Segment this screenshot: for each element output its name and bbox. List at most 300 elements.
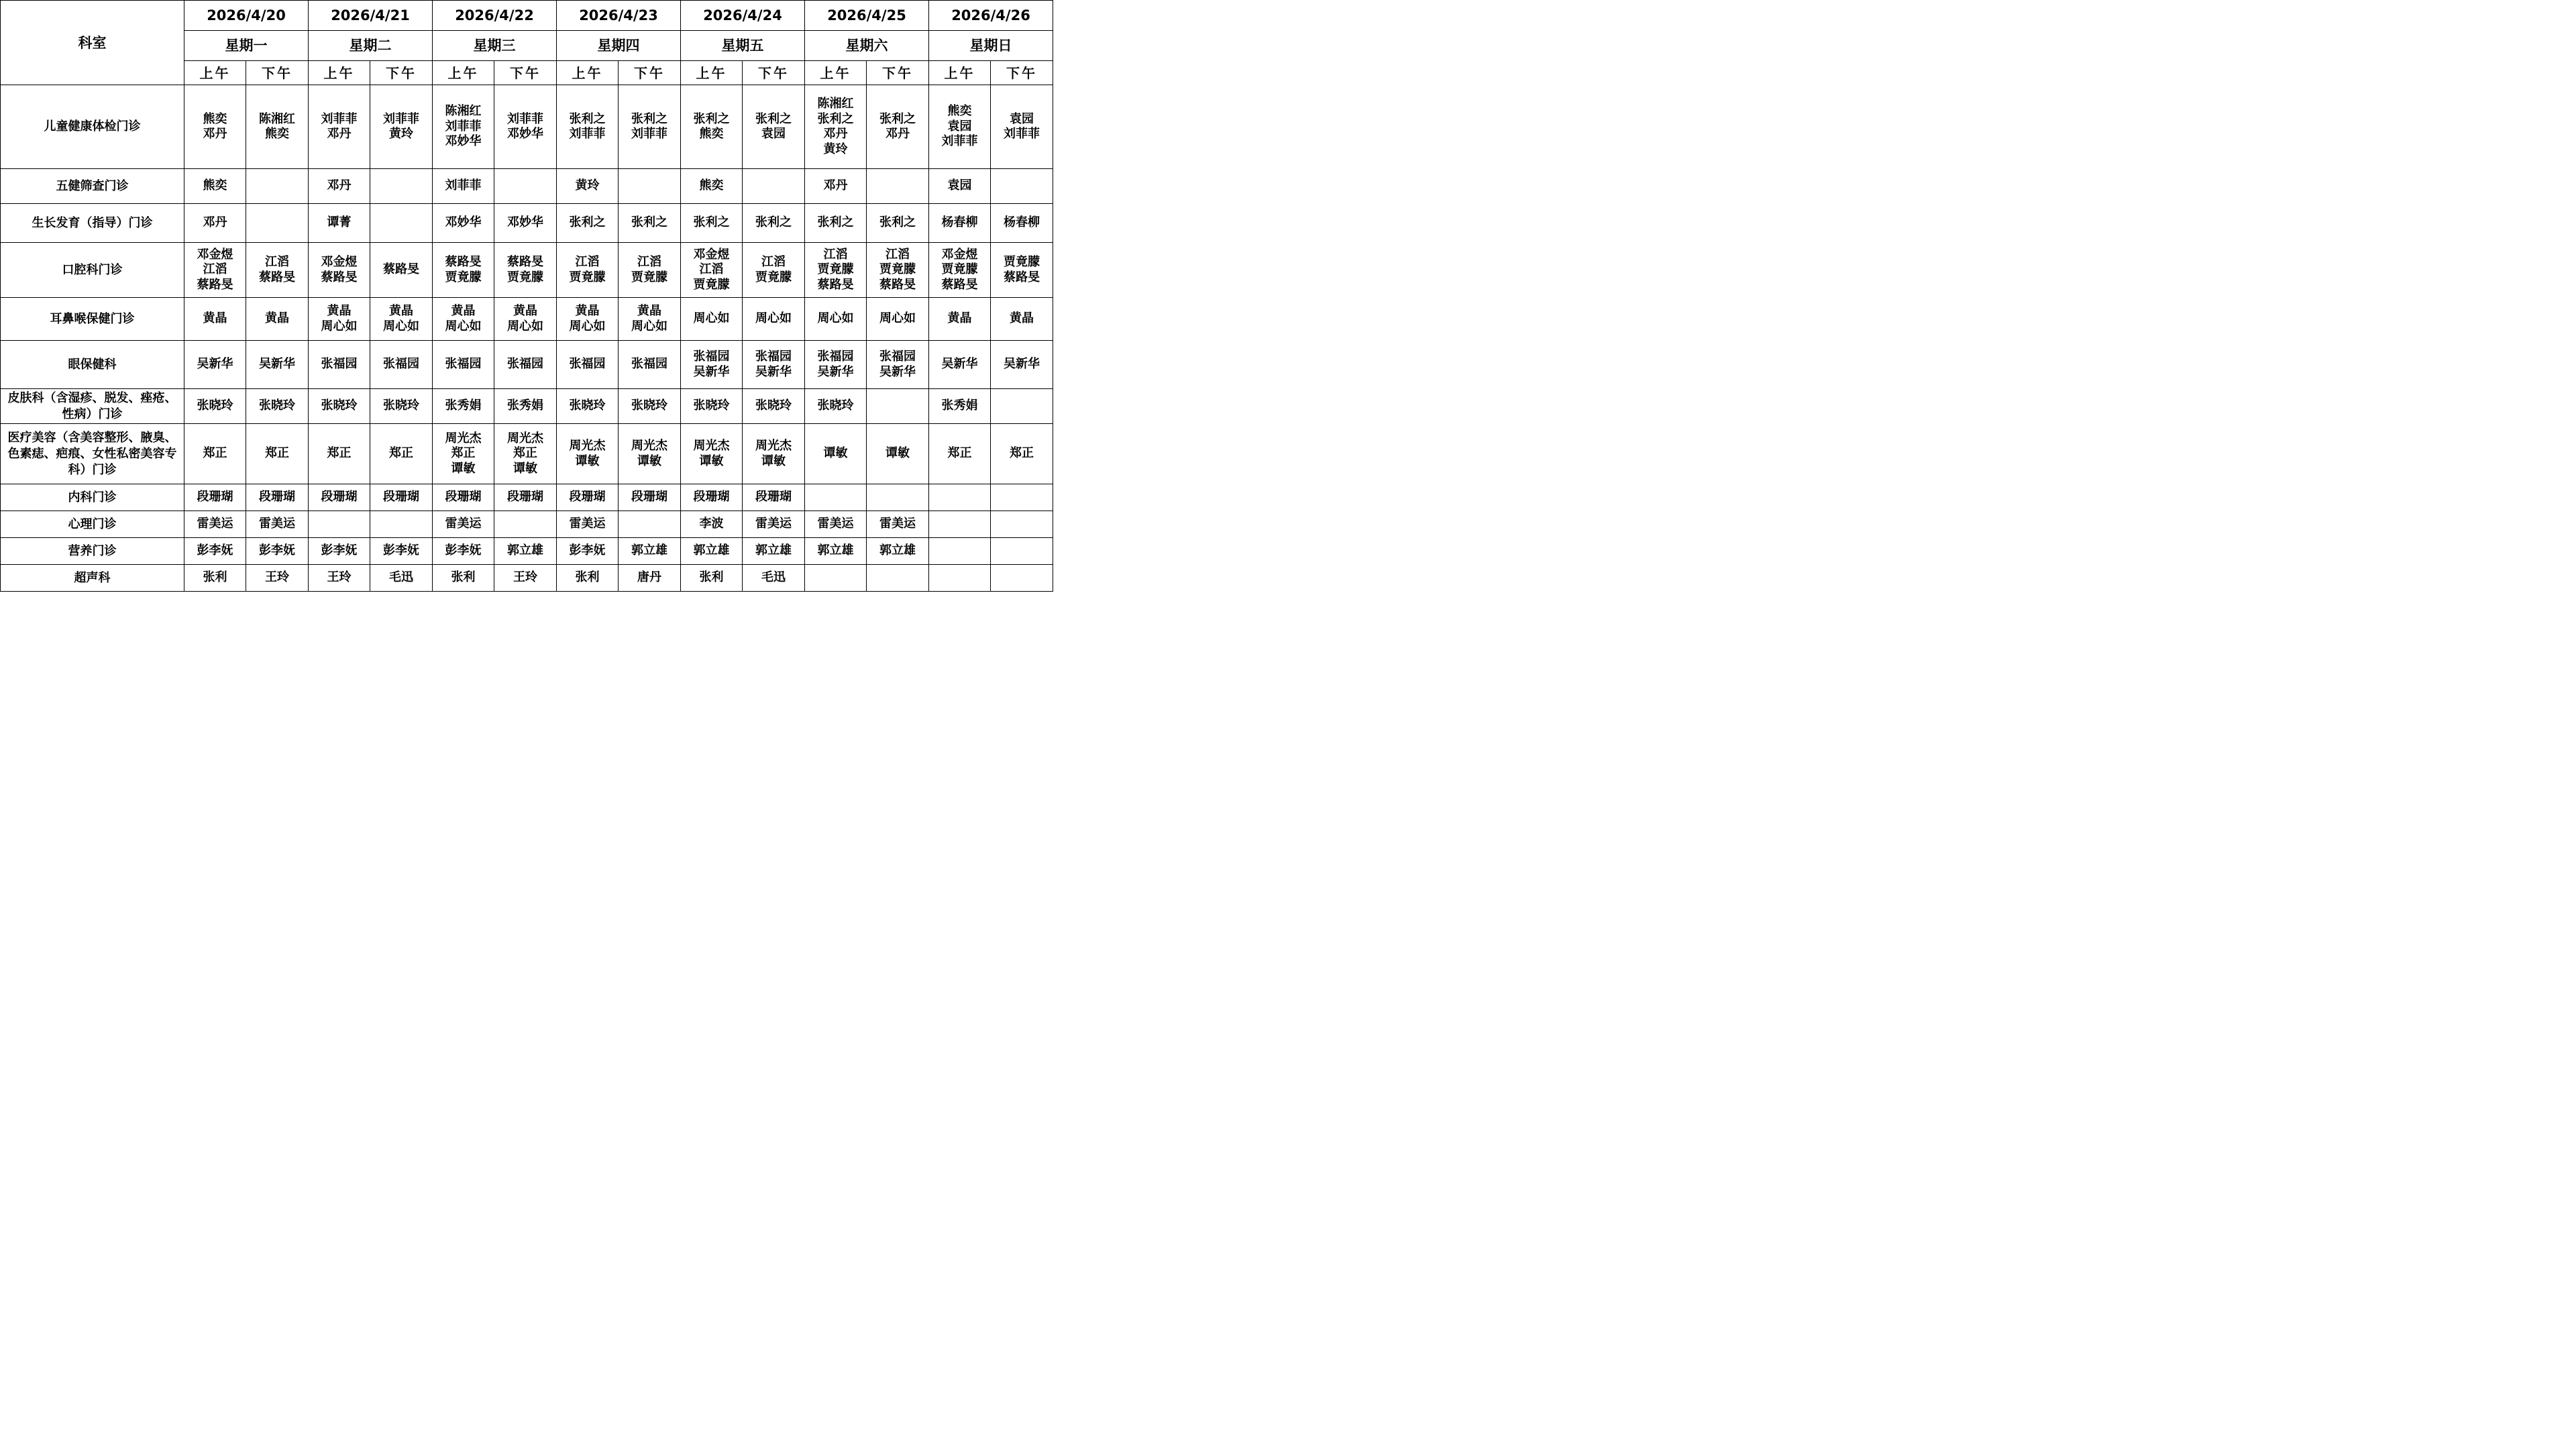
- schedule-cell: [494, 565, 557, 592]
- doctor-name: 邓妙华: [507, 127, 543, 141]
- doctor-name: 蔡路旻: [321, 270, 358, 284]
- schedule-cell: [929, 424, 991, 484]
- schedule-cell: [867, 341, 929, 389]
- doctor-name: 蔡路旻: [817, 277, 854, 292]
- doctor-name: 彭李妩: [445, 543, 482, 558]
- schedule-cell: [743, 243, 805, 298]
- schedule-cell: [681, 511, 743, 538]
- am-header: 上午: [309, 61, 370, 85]
- doctor-name: 邓丹: [203, 215, 227, 230]
- schedule-cell: [246, 424, 309, 484]
- doctor-name: 张利之: [879, 215, 916, 230]
- schedule-cell: [246, 389, 309, 424]
- doctor-name: 郑正: [513, 446, 537, 461]
- schedule-cell: [619, 341, 681, 389]
- schedule-cell: [743, 424, 805, 484]
- doctor-name: 袁园: [1010, 111, 1034, 126]
- schedule-cell: [309, 341, 370, 389]
- doctor-name: 张晓玲: [817, 398, 854, 413]
- doctor-name: 贾竟朦: [631, 270, 667, 284]
- doctor-name: 邓金煜: [941, 247, 978, 262]
- table-row: [1, 424, 1053, 484]
- doctor-name: 江滔: [637, 255, 661, 269]
- schedule-cell: [619, 484, 681, 511]
- schedule-cell: [433, 424, 494, 484]
- doctor-name: 彭李妩: [383, 543, 419, 558]
- doctor-name: 张福园: [631, 357, 667, 372]
- schedule-cell: [433, 538, 494, 565]
- table-row: [1, 85, 1053, 169]
- doctor-name: 蔡路旻: [507, 255, 543, 269]
- schedule-cell: [681, 424, 743, 484]
- dept-name: 眼保健科: [1, 341, 184, 389]
- schedule-cell: [805, 424, 867, 484]
- date-header: 2026/4/20: [184, 1, 309, 31]
- pm-header: 下午: [743, 61, 805, 85]
- schedule-cell: [557, 85, 619, 169]
- doctor-name: 张利之: [755, 111, 792, 126]
- schedule-cell: [494, 424, 557, 484]
- schedule-cell: [370, 243, 433, 298]
- schedule-cell: [246, 565, 309, 592]
- doctor-name: 刘菲菲: [383, 111, 419, 126]
- schedule-cell: [433, 341, 494, 389]
- schedule-cell: [246, 243, 309, 298]
- doctor-name: 陈湘红: [259, 111, 295, 126]
- doctor-name: 熊奕: [947, 104, 972, 119]
- schedule-cell: [619, 538, 681, 565]
- doctor-name: 李波: [699, 517, 724, 531]
- schedule-cell: [370, 169, 433, 204]
- schedule-cell: [557, 243, 619, 298]
- doctor-name: 黄玲: [823, 142, 848, 156]
- doctor-name: 郭立雄: [507, 543, 543, 558]
- schedule-table: [0, 0, 1053, 592]
- schedule-cell: [557, 511, 619, 538]
- doctor-name: 黄晶: [947, 311, 972, 326]
- doctor-name: 张福园: [321, 357, 358, 372]
- doctor-name: 蔡路旻: [445, 255, 482, 269]
- table-row: [1, 243, 1053, 298]
- schedule-cell: [309, 565, 370, 592]
- doctor-name: 邓丹: [823, 178, 848, 193]
- doctor-name: 黄晶: [575, 304, 600, 318]
- schedule-cell: [184, 484, 246, 511]
- schedule-cell: [681, 565, 743, 592]
- schedule-cell: [619, 389, 681, 424]
- pm-header: 下午: [991, 61, 1053, 85]
- date-header: 2026/4/22: [433, 1, 557, 31]
- schedule-cell: [246, 538, 309, 565]
- doctor-name: 江滔: [265, 255, 289, 269]
- schedule-cell: [309, 243, 370, 298]
- doctor-name: 邓丹: [823, 127, 848, 141]
- doctor-name: 蔡路旻: [383, 262, 419, 277]
- doctor-name: 谭敏: [761, 453, 786, 468]
- doctor-name: 贾竟朦: [755, 270, 792, 284]
- doctor-name: 段珊瑚: [259, 490, 295, 504]
- schedule-cell: [184, 85, 246, 169]
- schedule-cell: [867, 565, 929, 592]
- dept-name: 超声科: [1, 565, 184, 592]
- schedule-cell: [991, 424, 1053, 484]
- schedule-cell: [619, 424, 681, 484]
- dept-name: 内科门诊: [1, 484, 184, 511]
- weekday-header: 星期五: [681, 31, 805, 61]
- schedule-cell: [991, 389, 1053, 424]
- doctor-name: 张晓玲: [383, 398, 419, 413]
- schedule-cell: [805, 484, 867, 511]
- schedule-cell: [805, 204, 867, 243]
- doctor-name: 贾竟朦: [507, 270, 543, 284]
- schedule-cell: [867, 511, 929, 538]
- am-header: 上午: [805, 61, 867, 85]
- pm-header: 下午: [494, 61, 557, 85]
- schedule-cell: [433, 204, 494, 243]
- schedule-cell: [929, 298, 991, 341]
- doctor-name: 段珊瑚: [507, 490, 543, 504]
- weekday-header: 星期六: [805, 31, 929, 61]
- schedule-cell: [991, 538, 1053, 565]
- doctor-name: 郑正: [451, 446, 476, 461]
- table-row: [1, 565, 1053, 592]
- schedule-cell: [370, 538, 433, 565]
- doctor-name: 雷美运: [755, 517, 792, 531]
- date-header: 2026/4/25: [805, 1, 929, 31]
- schedule-cell: [743, 298, 805, 341]
- doctor-name: 郑正: [203, 446, 227, 461]
- pm-header: 下午: [619, 61, 681, 85]
- doctor-name: 张利之: [693, 111, 730, 126]
- schedule-cell: [867, 298, 929, 341]
- doctor-name: 郑正: [265, 446, 289, 461]
- schedule-cell: [309, 204, 370, 243]
- schedule-cell: [991, 243, 1053, 298]
- schedule-cell: [184, 538, 246, 565]
- schedule-cell: [743, 204, 805, 243]
- date-header: 2026/4/26: [929, 1, 1053, 31]
- doctor-name: 黄晶: [451, 304, 476, 318]
- doctor-name: 张福园: [507, 357, 543, 372]
- doctor-name: 段珊瑚: [383, 490, 419, 504]
- doctor-name: 雷美运: [817, 517, 854, 531]
- schedule-cell: [309, 538, 370, 565]
- doctor-name: 张晓玲: [569, 398, 606, 413]
- schedule-cell: [991, 204, 1053, 243]
- schedule-cell: [743, 511, 805, 538]
- doctor-name: 周光杰: [755, 439, 792, 453]
- doctor-name: 张晓玲: [755, 398, 792, 413]
- schedule-cell: [246, 511, 309, 538]
- doctor-name: 周心如: [755, 311, 792, 326]
- schedule-cell: [494, 204, 557, 243]
- doctor-name: 黄晶: [513, 304, 537, 318]
- schedule-cell: [681, 341, 743, 389]
- doctor-name: 张福园: [569, 357, 606, 372]
- schedule-cell: [743, 389, 805, 424]
- table-row: [1, 389, 1053, 424]
- doctor-name: 王玲: [327, 570, 352, 585]
- schedule-cell: [557, 484, 619, 511]
- dept-name: 医疗美容（含美容整形、腋臭、色素痣、疤痕、女性私密美容专科）门诊: [1, 424, 184, 484]
- dept-header: 科室: [1, 1, 184, 85]
- doctor-name: 蔡路旻: [259, 270, 295, 284]
- doctor-name: 刘菲菲: [507, 111, 543, 126]
- pm-header: 下午: [867, 61, 929, 85]
- doctor-name: 段珊瑚: [755, 490, 792, 504]
- schedule-cell: [991, 298, 1053, 341]
- schedule-cell: [929, 204, 991, 243]
- schedule-cell: [805, 243, 867, 298]
- doctor-name: 熊奕: [203, 111, 227, 126]
- doctor-name: 彭李妩: [197, 543, 233, 558]
- doctor-name: 张利: [575, 570, 600, 585]
- doctor-name: 黄晶: [389, 304, 413, 318]
- schedule-cell: [929, 169, 991, 204]
- doctor-name: 郑正: [327, 446, 352, 461]
- schedule-cell: [929, 389, 991, 424]
- doctor-name: 张晓玲: [693, 398, 730, 413]
- schedule-cell: [619, 169, 681, 204]
- dept-name: 皮肤科（含湿疹、脱发、痤疮、性病）门诊: [1, 389, 184, 424]
- doctor-name: 段珊瑚: [693, 490, 730, 504]
- doctor-name: 黄晶: [637, 304, 661, 318]
- dept-name: 儿童健康体检门诊: [1, 85, 184, 169]
- doctor-name: 贾竟朦: [569, 270, 606, 284]
- doctor-name: 刘菲菲: [445, 119, 482, 133]
- schedule-cell: [494, 511, 557, 538]
- doctor-name: 王玲: [513, 570, 537, 585]
- table-row: [1, 511, 1053, 538]
- schedule-cell: [309, 169, 370, 204]
- doctor-name: 谭敏: [637, 453, 661, 468]
- doctor-name: 周光杰: [507, 431, 543, 445]
- doctor-name: 谭敏: [575, 453, 600, 468]
- doctor-name: 周心如: [321, 319, 358, 333]
- schedule-cell: [929, 85, 991, 169]
- schedule-cell: [184, 424, 246, 484]
- doctor-name: 邓丹: [203, 127, 227, 141]
- date-header: 2026/4/24: [681, 1, 805, 31]
- doctor-name: 周光杰: [569, 439, 606, 453]
- schedule-cell: [309, 484, 370, 511]
- doctor-name: 毛迅: [389, 570, 413, 585]
- schedule-cell: [557, 341, 619, 389]
- doctor-name: 张福园: [693, 350, 730, 364]
- schedule-cell: [433, 298, 494, 341]
- doctor-name: 张秀娟: [941, 398, 978, 413]
- doctor-name: 蔡路旻: [197, 277, 233, 292]
- dept-name: 耳鼻喉保健门诊: [1, 298, 184, 341]
- doctor-name: 周心如: [879, 311, 916, 326]
- weekday-header: 星期一: [184, 31, 309, 61]
- doctor-name: 郭立雄: [631, 543, 667, 558]
- schedule-cell: [991, 85, 1053, 169]
- dept-name: 口腔科门诊: [1, 243, 184, 298]
- schedule-cell: [370, 484, 433, 511]
- doctor-name: 江滔: [823, 247, 848, 262]
- schedule-cell: [867, 538, 929, 565]
- doctor-name: 江滔: [699, 262, 724, 277]
- doctor-name: 熊奕: [203, 178, 227, 193]
- doctor-name: 邓丹: [327, 127, 352, 141]
- doctor-name: 邓丹: [327, 178, 352, 193]
- weekday-header: 星期三: [433, 31, 557, 61]
- schedule-cell: [805, 169, 867, 204]
- schedule-cell: [929, 484, 991, 511]
- schedule-cell: [246, 204, 309, 243]
- schedule-cell: [681, 538, 743, 565]
- schedule-cell: [184, 298, 246, 341]
- doctor-name: 陈湘红: [817, 97, 854, 111]
- doctor-name: 张晓玲: [197, 398, 233, 413]
- schedule-cell: [743, 538, 805, 565]
- schedule-cell: [867, 169, 929, 204]
- doctor-name: 贾竟朦: [445, 270, 482, 284]
- doctor-name: 张利: [699, 570, 724, 585]
- doctor-name: 王玲: [265, 570, 289, 585]
- doctor-name: 郭立雄: [879, 543, 916, 558]
- date-header: 2026/4/21: [309, 1, 433, 31]
- doctor-name: 刘菲菲: [569, 127, 606, 141]
- schedule-cell: [309, 298, 370, 341]
- schedule-cell: [867, 424, 929, 484]
- doctor-name: 贾竟朦: [879, 262, 916, 277]
- schedule-cell: [246, 341, 309, 389]
- schedule-cell: [184, 389, 246, 424]
- doctor-name: 周光杰: [693, 439, 730, 453]
- schedule-cell: [743, 169, 805, 204]
- table-row: [1, 298, 1053, 341]
- doctor-name: 贾竟朦: [941, 262, 978, 277]
- schedule-cell: [494, 298, 557, 341]
- weekday-header: 星期二: [309, 31, 433, 61]
- doctor-name: 郑正: [947, 446, 972, 461]
- schedule-cell: [494, 169, 557, 204]
- doctor-name: 黄玲: [389, 127, 413, 141]
- doctor-name: 张晓玲: [259, 398, 295, 413]
- schedule-cell: [991, 511, 1053, 538]
- schedule-cell: [184, 204, 246, 243]
- doctor-name: 段珊瑚: [321, 490, 358, 504]
- schedule-cell: [370, 389, 433, 424]
- table-row: [1, 341, 1053, 389]
- doctor-name: 雷美运: [259, 517, 295, 531]
- doctor-name: 熊奕: [699, 127, 724, 141]
- doctor-name: 熊奕: [699, 178, 724, 193]
- table-row: [1, 169, 1053, 204]
- doctor-name: 张利之: [817, 215, 854, 230]
- schedule-cell: [433, 85, 494, 169]
- doctor-name: 段珊瑚: [197, 490, 233, 504]
- doctor-name: 郭立雄: [693, 543, 730, 558]
- doctor-name: 杨春柳: [941, 215, 978, 230]
- doctor-name: 周心如: [817, 311, 854, 326]
- doctor-name: 蔡路旻: [1004, 270, 1040, 284]
- doctor-name: 刘菲菲: [1004, 127, 1040, 141]
- date-header: 2026/4/23: [557, 1, 681, 31]
- doctor-name: 张秀娟: [507, 398, 543, 413]
- doctor-name: 贾竟朦: [817, 262, 854, 277]
- schedule-cell: [743, 565, 805, 592]
- am-header: 上午: [681, 61, 743, 85]
- schedule-cell: [867, 204, 929, 243]
- schedule-cell: [991, 565, 1053, 592]
- table-row: [1, 484, 1053, 511]
- doctor-name: 彭李妩: [259, 543, 295, 558]
- schedule-cell: [929, 511, 991, 538]
- doctor-name: 张晓玲: [321, 398, 358, 413]
- doctor-name: 邓金煜: [693, 247, 730, 262]
- doctor-name: 刘菲菲: [631, 127, 667, 141]
- schedule-cell: [805, 538, 867, 565]
- doctor-name: 江滔: [203, 262, 227, 277]
- schedule-cell: [619, 511, 681, 538]
- schedule-cell: [991, 169, 1053, 204]
- dept-name: 营养门诊: [1, 538, 184, 565]
- schedule-cell: [184, 169, 246, 204]
- schedule-cell: [805, 389, 867, 424]
- doctor-name: 陈湘红: [445, 104, 482, 119]
- schedule-cell: [743, 484, 805, 511]
- schedule-cell: [619, 85, 681, 169]
- doctor-name: 邓金煜: [197, 247, 233, 262]
- schedule-cell: [433, 511, 494, 538]
- schedule-cell: [494, 484, 557, 511]
- schedule-cell: [184, 243, 246, 298]
- doctor-name: 段珊瑚: [569, 490, 606, 504]
- schedule-cell: [743, 341, 805, 389]
- doctor-name: 周光杰: [631, 439, 667, 453]
- doctor-name: 吴新华: [1004, 357, 1040, 372]
- doctor-name: 袁园: [947, 119, 972, 133]
- doctor-name: 雷美运: [445, 517, 482, 531]
- doctor-name: 张秀娟: [445, 398, 482, 413]
- schedule-cell: [867, 484, 929, 511]
- weekday-header: 星期日: [929, 31, 1053, 61]
- doctor-name: 张福园: [879, 350, 916, 364]
- doctor-name: 谭敏: [885, 446, 910, 461]
- schedule-cell: [681, 243, 743, 298]
- doctor-name: 刘菲菲: [321, 111, 358, 126]
- schedule-cell: [246, 85, 309, 169]
- doctor-name: 彭李妩: [569, 543, 606, 558]
- doctor-name: 周心如: [507, 319, 543, 333]
- doctor-name: 吴新华: [197, 357, 233, 372]
- doctor-name: 江滔: [761, 255, 786, 269]
- schedule-cell: [557, 204, 619, 243]
- schedule-cell: [557, 565, 619, 592]
- schedule-cell: [619, 204, 681, 243]
- schedule-cell: [184, 341, 246, 389]
- doctor-name: 周心如: [693, 311, 730, 326]
- schedule-cell: [619, 298, 681, 341]
- schedule-cell: [433, 243, 494, 298]
- doctor-name: 张福园: [383, 357, 419, 372]
- schedule-cell: [867, 389, 929, 424]
- schedule-cell: [370, 424, 433, 484]
- am-header: 上午: [433, 61, 494, 85]
- doctor-name: 张福园: [817, 350, 854, 364]
- doctor-name: 吴新华: [941, 357, 978, 372]
- doctor-name: 段珊瑚: [631, 490, 667, 504]
- doctor-name: 熊奕: [265, 127, 289, 141]
- doctor-name: 雷美运: [879, 517, 916, 531]
- doctor-name: 张利之: [569, 215, 606, 230]
- doctor-name: 蔡路旻: [941, 277, 978, 292]
- am-header: 上午: [184, 61, 246, 85]
- table-row: [1, 538, 1053, 565]
